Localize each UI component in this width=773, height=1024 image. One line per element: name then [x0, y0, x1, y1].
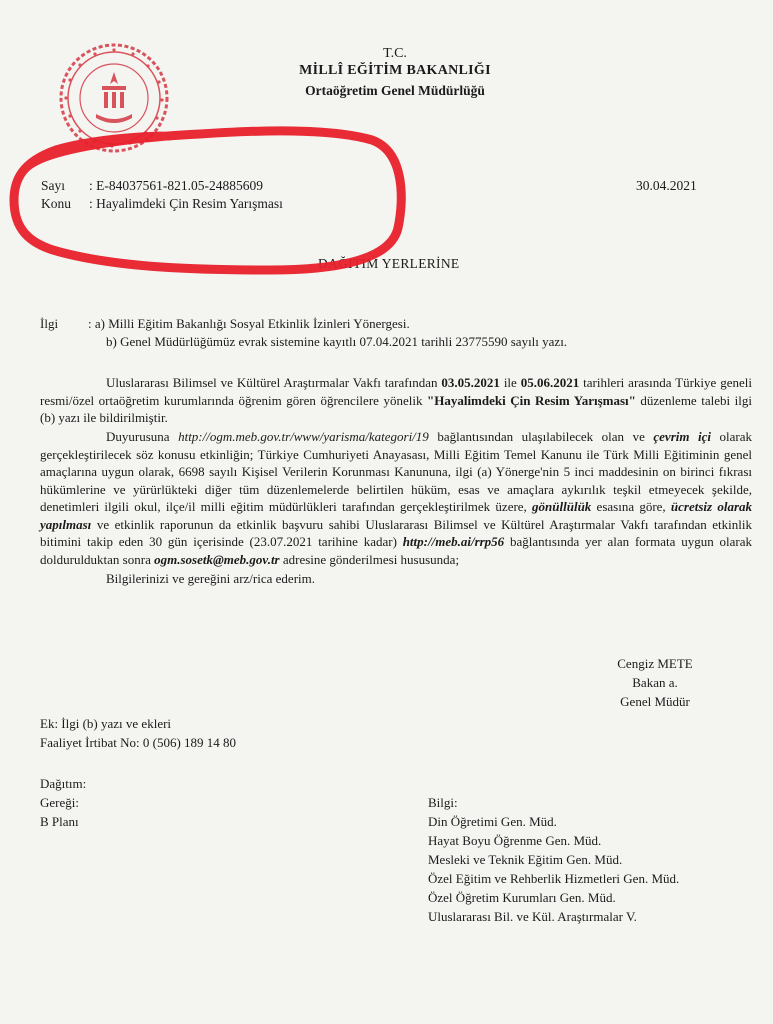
sayi-label: Sayı — [41, 178, 66, 193]
konu-value: : Hayalimdeki Çin Resim Yarışması — [89, 196, 283, 211]
signer-name: Cengiz METE — [617, 656, 693, 671]
list-item: Din Öğretimi Gen. Müd. — [428, 814, 557, 829]
announcement-link[interactable]: http://ogm.meb.gov.tr/www/yarisma/kategori/19 — [178, 429, 429, 444]
free-emphasis: ücretsiz olarak yapılması — [40, 499, 752, 532]
gerei-value: B Planı — [40, 814, 79, 829]
attachment-line: Ek: İlgi (b) yazı ve ekleri — [40, 716, 172, 731]
list-item: Hayat Boyu Öğrenme Gen. Müd. — [428, 833, 602, 848]
report-link[interactable]: http://meb.ai/rrp56 — [402, 534, 505, 549]
contact-phone: Faaliyet İrtibat No: 0 (506) 189 14 80 — [40, 735, 237, 750]
distribution-title: DAĞITIM YERLERİNE — [318, 256, 460, 271]
list-item: Özel Eğitim ve Rehberlik Hizmetleri Gen. Müd. — [428, 871, 680, 886]
list-item: Mesleki ve Teknik Eğitim Gen. Müd. — [428, 852, 623, 867]
bilgi-list — [428, 812, 679, 926]
document-date: 30.04.2021 — [636, 178, 697, 193]
sayi-value: : E-84037561-821.05-24885609 — [89, 178, 263, 193]
paragraph-details: Duyurusuna http://ogm.meb.gov.tr/www/yarisma/kategori/19 bağlantısından ulaşılabilecek olan ve çevrim içi olarak gerçekleştirilecek söz konusu etkinliğin; Türkiye Cumhuriyeti Anayasası, Milli Eğitim Temel Kanunu ile Türk Milli Eğitiminin genel amaçlarına uygun olarak, 6698 sayılı Kişisel Verilerin Korunması Kanununa, ilgi (a) Yönerge'nin 5 inci maddesinin on birinci fıkrası hükümlerine ve yürürlükteki diğer tüm düzenlemelerde belirtilen hüküm, esas ve amaçlara aykırılık teşkil etmeyecek şekilde, denetimleri ilgili okul, ilçe/il milli eğitim müdürlükleri tarafından gerçekleştirilmek üzere, gönüllülük esasına göre, ücretsiz olarak yapılması ve etkinlik raporunun da etkinlik başvuru sahibi Uluslararası Bilimsel ve Kültürel Araştırmalar Vakfı tarafından etkinlik bitimini takip eden 30 gün içerisinde (23.07.2021 tarihine kadar) http://meb.ai/rrp56 bağlantısında yer alan formata uygun olarak doldurulduktan sonra ogm.sosetk@meb.gov.tr adresine gönderilmesi hususunda; Bilgilerinizi ve gereğini arz/rica ederim. — [40, 429, 753, 586]
meb-seal-icon — [58, 42, 170, 154]
konu-label: Konu — [41, 196, 71, 211]
end-date: 05.06.2021 — [520, 375, 580, 390]
online-emphasis: çevrim içi — [653, 429, 712, 444]
header-directorate: Ortaöğretim Genel Müdürlüğü — [305, 83, 485, 98]
email-link[interactable]: ogm.sosetk@meb.gov.tr — [154, 551, 280, 567]
distribution-label: Dağıtım: — [40, 776, 87, 791]
ilgi-label: İlgi — [40, 316, 59, 331]
paragraph-announcement: Uluslararası Bilimsel ve Kültürel Araştırmalar Vakfı tarafından 03.05.2021 ile 05.06.2021 tarihleri arasında Türkiye geneli resmi/özel ortaöğretim kurumlarında öğrenim gören öğrencilere yönelik "Hayalimdeki Çin Resim Yarışması" düzenleme talebi ilgi (b) yazı ile bildirilmiştir. — [40, 375, 752, 425]
volunteer-emphasis: gönüllülük — [532, 499, 592, 514]
ilgi-b: b) Genel Müdürlüğümüz evrak sistemine kayıtlı 07.04.2021 tarihli 23775590 sayılı yazı. — [106, 334, 568, 349]
header-tc: T.C. — [383, 46, 407, 61]
list-item: Özel Öğretim Kurumları Gen. Müd. — [428, 890, 616, 905]
closing-line: Bilgilerinizi ve gereğini arz/rica ederim. — [106, 571, 315, 586]
header-ministry: MİLLÎ EĞİTİM BAKANLIĞI — [299, 63, 491, 78]
list-item: Uluslararası Bil. ve Kül. Araştırmalar V. — [428, 909, 637, 924]
signer-title1: Bakan a. — [632, 675, 678, 690]
gerei-label: Gereği: — [40, 795, 79, 810]
competition-name: "Hayalimdeki Çin Resim Yarışması" — [427, 392, 636, 408]
signer-title2: Genel Müdür — [620, 694, 690, 709]
ilgi-a: : a) Milli Eğitim Bakanlığı Sosyal Etkinlik İzinleri Yönergesi. — [88, 316, 410, 331]
signature-block — [580, 654, 730, 711]
start-date: 03.05.2021 — [441, 375, 500, 390]
bilgi-label: Bilgi: — [428, 795, 458, 810]
